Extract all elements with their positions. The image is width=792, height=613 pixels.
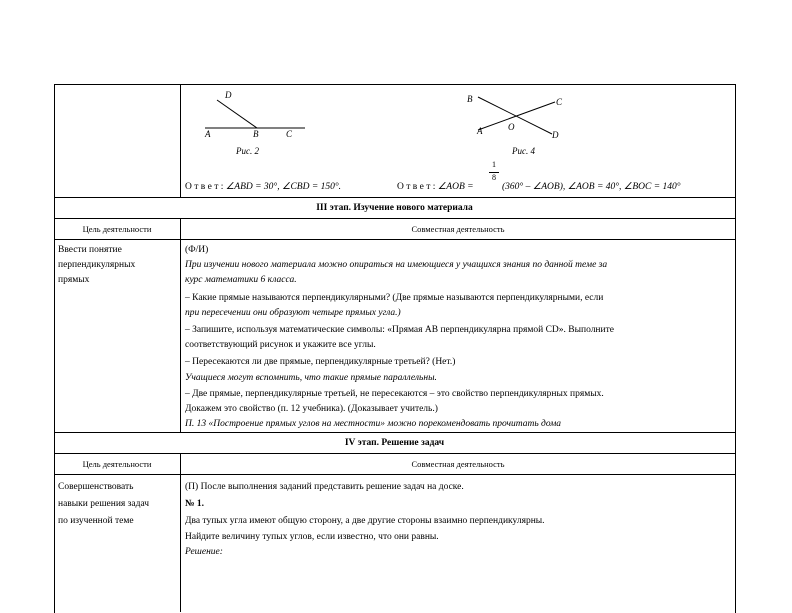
line-bd (478, 97, 552, 134)
stage-4-activity-line: (П) После выполнения заданий представить решение задач на доске. (185, 482, 464, 492)
stage-3-activity-line: – Две прямые, перпендикулярные третьей, не пересекаются – это свойство перпендикулярных прямых. (185, 389, 604, 399)
stage-3-activity-line: – Запишите, используя математические символы: «Прямая AB перпендикулярна прямой CD». Выполните (185, 325, 614, 335)
column-divider (180, 84, 181, 197)
stage-4-activity-line: Решение: (185, 547, 223, 557)
answer-left (185, 180, 341, 195)
stage-4-col-activity-header: Совместная деятельность (411, 459, 505, 469)
row-divider (54, 453, 735, 454)
figure-4-label-c: C (556, 97, 563, 107)
stage-3-activity-line: Докажем это свойство (п. 12 учебника). (Доказывает учитель.) (185, 404, 438, 414)
stage-3-col-activity-header: Совместная деятельность (411, 224, 505, 234)
figure-4-label-d: D (552, 130, 559, 140)
figure-4-label-a: A (477, 126, 483, 136)
row-divider (54, 474, 735, 475)
stage-3-activity-line: при пересечении они образуют четыре прямых угла.) (185, 308, 401, 318)
figure-2-caption: Рис. 2 (236, 146, 259, 156)
column-divider (180, 453, 181, 474)
stage-3-activity-line: (Ф/И) (185, 245, 209, 255)
stage-3-activity-line: соответствующий рисунок и укажите все углы. (185, 340, 376, 350)
figure-4-label-o: O (508, 122, 515, 132)
answer-text: ∠ABD = 30°, ∠CBD = 150°. (225, 182, 342, 192)
ray-bd (217, 100, 257, 128)
stage-3-goal-line: перпендикулярных (58, 260, 136, 270)
stage-3-title: III этап. Изучение нового материала (316, 203, 473, 213)
figure-4-label-b: B (467, 94, 473, 104)
fraction-denominator: 8 (492, 173, 496, 182)
row-divider (54, 432, 735, 433)
figure-2-label-c: C (286, 129, 293, 139)
figure-4-caption: Рис. 4 (512, 146, 535, 156)
stage-3-activity-line: П. 13 «Построение прямых углов на местности» можно порекомендовать прочитать дома (185, 419, 562, 429)
answer-text-continued: (360° – ∠AOB), ∠AOB = 40°, ∠BOC = 140° (502, 182, 681, 192)
stage-4-title: IV этап. Решение задач (344, 438, 445, 448)
line-ac (478, 102, 555, 130)
row-divider (54, 197, 735, 198)
stage-4-activity-line: № 1. (185, 499, 205, 509)
stage-4-activity-line: Найдите величину тупых углов, если известно, что они равны. (185, 532, 439, 542)
column-divider (180, 218, 181, 239)
answer-text: ∠AOB = (437, 182, 474, 192)
stage-4-col-goal-header: Цель деятельности (82, 459, 152, 469)
stage-4-activity-line: Два тупых угла имеют общую сторону, а две другие стороны взаимно перпендикулярны. (185, 516, 545, 526)
stage-4-goal-line: навыки решения задач (58, 499, 150, 509)
column-divider (180, 239, 181, 432)
stage-4-goal-line: по изученной теме (58, 516, 134, 526)
figure-4-diagram (470, 92, 580, 142)
row-divider (54, 239, 735, 240)
stage-3-activity-line: При изучении нового материала можно опираться на имеющиеся у учащихся знания по данной теме за (185, 260, 608, 270)
stage-3-activity-line: – Пересекаются ли две прямые, перпендикулярные третьей? (Нет.) (185, 357, 456, 367)
stage-3-activity-line: Учащиеся могут вспомнить, что такие прямые параллельны. (185, 373, 437, 383)
answer-right (397, 180, 474, 195)
stage-3-col-goal-header: Цель деятельности (82, 224, 152, 234)
stage-3-activity-line: – Какие прямые называются перпендикулярными? (Две прямые называются перпендикулярными, если (185, 293, 604, 303)
figure-2-label-b: B (253, 129, 259, 139)
stage-4-goal-line: Совершенствовать (58, 482, 134, 492)
row-divider (54, 218, 735, 219)
fraction-numerator: 1 (492, 160, 496, 169)
stage-3-goal-line: Ввести понятие (58, 245, 122, 255)
figure-2-label-d: D (225, 90, 232, 100)
stage-3-activity-line: курс математики 6 класса. (185, 275, 297, 285)
answer-label: О т в е т : (397, 182, 436, 192)
stage-3-goal-line: прямых (58, 275, 90, 285)
figure-2-label-a: A (205, 129, 211, 139)
column-divider (180, 474, 181, 612)
answer-label: О т в е т : (185, 182, 224, 192)
